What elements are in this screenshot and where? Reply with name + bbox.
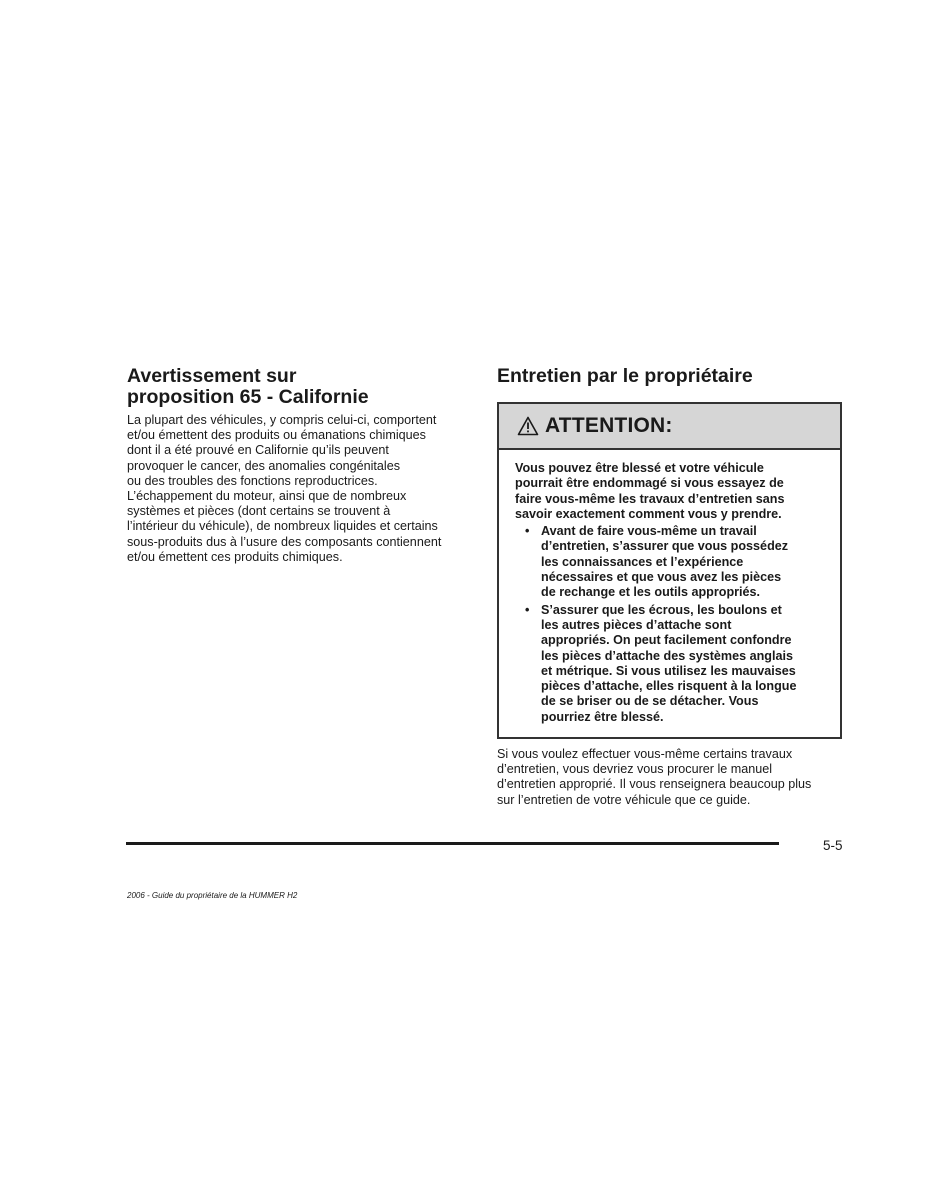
bullet-item bbox=[515, 603, 826, 725]
bullet-icon: • bbox=[525, 602, 530, 617]
text-line: Si vous voulez effectuer vous-même certains travaux bbox=[497, 747, 793, 762]
prop65-paragraph bbox=[127, 413, 472, 565]
text-line: savoir exactement comment vous y prendre. bbox=[515, 506, 782, 521]
text-line: de se briser ou de se détacher. Vous bbox=[541, 694, 759, 709]
footer-note: 2006 - Guide du propriétaire de la HUMMER H2 bbox=[127, 891, 298, 900]
text-line: La plupart des véhicules, y compris celui-ci, comportent bbox=[127, 413, 437, 427]
bullet-item bbox=[515, 524, 826, 600]
text-line: nécessaires et que vous avez les pièces bbox=[541, 570, 782, 585]
footer-divider bbox=[126, 842, 779, 845]
text-line: et/ou émettent ces produits chimiques. bbox=[127, 549, 343, 564]
maintenance-heading: Entretien par le propriétaire bbox=[497, 365, 753, 387]
heading-line: Avertissement sur bbox=[127, 365, 297, 387]
text-line: sur l’entretien de votre véhicule que ce guide. bbox=[497, 792, 751, 807]
text-line: d’entretien, vous devriez vous procurer le manuel bbox=[497, 762, 773, 777]
page-number: 5-5 bbox=[823, 838, 843, 853]
text-line: l’intérieur du véhicule), de nombreux liquides et certains bbox=[127, 519, 438, 534]
text-line: ou des troubles des fonctions reproductrices. bbox=[127, 473, 378, 488]
caution-intro bbox=[515, 461, 826, 522]
caution-title: ATTENTION: bbox=[545, 414, 673, 437]
text-line: les autres pièces d’attache sont bbox=[541, 617, 732, 632]
text-line: provoquer le cancer, des anomalies congénitales bbox=[127, 458, 401, 473]
text-line: Vous pouvez être blessé et votre véhicule bbox=[515, 461, 764, 475]
left-column bbox=[127, 366, 472, 565]
text-line: et/ou émettent des produits ou émanations chimiques bbox=[127, 428, 426, 443]
text-line: L’échappement du moteur, ainsi que de nombreux bbox=[127, 489, 407, 504]
warning-triangle-icon bbox=[517, 416, 539, 436]
text-line: pourrait être endommagé si vous essayez de bbox=[515, 476, 784, 491]
right-column bbox=[497, 366, 842, 808]
text-line: sous-produits dus à l’usure des composants contiennent bbox=[127, 534, 442, 549]
text-line: dont il a été prouvé en Californie qu’ils peuvent bbox=[127, 443, 389, 458]
text-line: d’entretien, s’assurer que vous possédez bbox=[541, 539, 789, 554]
caution-body bbox=[499, 450, 840, 737]
bullet-icon: • bbox=[525, 524, 530, 539]
text-line: les pièces d’attache des systèmes anglais bbox=[541, 648, 794, 663]
text-line: de rechange et les outils appropriés. bbox=[541, 585, 761, 600]
text-line: les connaissances et l’expérience bbox=[541, 554, 744, 569]
text-line: Avant de faire vous-même un travail bbox=[541, 524, 757, 539]
text-line: systèmes et pièces (dont certains se trouvent à bbox=[127, 504, 391, 519]
text-line: d’entretien approprié. Il vous renseignera beaucoup plus bbox=[497, 777, 812, 792]
text-line: pourriez être blessé. bbox=[541, 709, 664, 724]
text-line: S’assurer que les écrous, les boulons et bbox=[541, 602, 782, 617]
caution-box bbox=[497, 402, 842, 739]
heading-line: proposition 65 - Californie bbox=[127, 386, 369, 408]
caution-header bbox=[499, 404, 840, 450]
text-line: et métrique. Si vous utilisez les mauvaises bbox=[541, 663, 796, 678]
text-line: faire vous-même les travaux d’entretien sans bbox=[515, 491, 785, 506]
prop65-heading bbox=[127, 366, 472, 408]
text-line: pièces d’attache, elles risquent à la longue bbox=[541, 679, 797, 694]
maintenance-paragraph bbox=[497, 747, 842, 808]
text-line: appropriés. On peut facilement confondre bbox=[541, 633, 792, 648]
